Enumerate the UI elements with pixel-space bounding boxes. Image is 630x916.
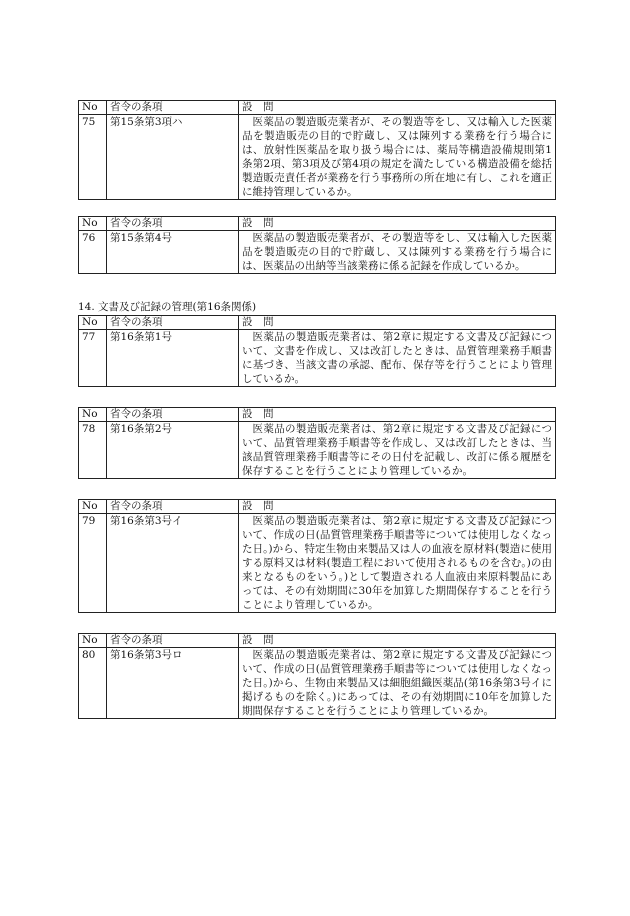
item-table-78 xyxy=(78,407,555,479)
item-question: 医薬品の製造販売業者が、その製造等をし、又は輸入した医薬品を製造販売の目的で貯蔵し、又は陳列する業務を行う場合には、放射性医薬品を取り扱う場合には、薬局等構造設備規則第1条第2項、第3項及び第4項の規定を満たしている構造設備を総括製造販売責任者が業務を行う事務所の所在地に有し、これを適正に維持管理しているか。 xyxy=(239,115,556,200)
table-header-row xyxy=(79,408,556,422)
item-clause: 第15条第3項ハ xyxy=(107,115,239,200)
table-header-row xyxy=(79,217,556,231)
item-table-75 xyxy=(78,100,555,200)
header-question: 設 問 xyxy=(239,500,556,514)
item-question: 医薬品の製造販売業者が、その製造等をし、又は輸入した医薬品を製造販売の目的で貯蔵し、又は陳列する業務を行う場合には、医薬品の出納等当該業務に係る記録を作成しているか。 xyxy=(239,231,556,274)
header-question: 設 問 xyxy=(239,316,556,330)
item-question: 医薬品の製造販売業者は、第2章に規定する文書及び記録について、作成の日(品質管理業務手順書等については使用しなくなった日。)から、特定生物由来製品又は人の血液を原材料(製造に使用する原料又は材料(製造工程において使用されるものを含む。)の由来となるものをいう。)として製造される人血液由来原料製品にあっては、その有効期間に30年を加算した期間保存することを行うことにより管理しているか。 xyxy=(239,514,556,613)
item-no: 77 xyxy=(79,330,107,387)
table-row xyxy=(79,115,556,200)
header-no: No xyxy=(79,634,107,648)
header-no: No xyxy=(79,500,107,514)
item-question: 医薬品の製造販売業者は、第2章に規定する文書及び記録について、品質管理業務手順書等を作成し、又は改訂したときは、当該品質管理業務手順書等にその日付を記載し、改訂に係る履歴を保存することを行うことにより管理しているか。 xyxy=(239,422,556,479)
item-question: 医薬品の製造販売業者は、第2章に規定する文書及び記録について、作成の日(品質管理業務手順書等については使用しなくなった日。)から、生物由来製品又は細胞組織医薬品(第16条第3号イに掲げるものを除く。)にあっては、その有効期間に10年を加算した期間保存することを行うことにより管理しているか。 xyxy=(239,648,556,719)
header-clause: 省令の条項 xyxy=(107,101,239,115)
item-no: 80 xyxy=(79,648,107,719)
item-question: 医薬品の製造販売業者は、第2章に規定する文書及び記録について、文書を作成し、又は改訂したときは、品質管理業務手順書に基づき、当該文書の承認、配布、保存等を行うことにより管理しているか。 xyxy=(239,330,556,387)
item-table-77 xyxy=(78,315,555,387)
item-table-80 xyxy=(78,633,555,719)
header-question: 設 問 xyxy=(239,408,556,422)
table-header-row xyxy=(79,500,556,514)
header-no: No xyxy=(79,101,107,115)
table-header-row xyxy=(79,634,556,648)
item-table-79 xyxy=(78,499,555,613)
header-no: No xyxy=(79,316,107,330)
item-clause: 第16条第3号ロ xyxy=(107,648,239,719)
table-row xyxy=(79,330,556,387)
item-no: 75 xyxy=(79,115,107,200)
header-no: No xyxy=(79,408,107,422)
header-clause: 省令の条項 xyxy=(107,500,239,514)
table-row xyxy=(79,514,556,613)
document-page xyxy=(78,100,555,735)
item-clause: 第15条第4号 xyxy=(107,231,239,274)
item-no: 79 xyxy=(79,514,107,613)
item-clause: 第16条第1号 xyxy=(107,330,239,387)
table-row xyxy=(79,231,556,274)
header-clause: 省令の条項 xyxy=(107,408,239,422)
table-header-row xyxy=(79,101,556,115)
item-table-76 xyxy=(78,216,555,274)
item-no: 76 xyxy=(79,231,107,274)
table-row xyxy=(79,648,556,719)
header-clause: 省令の条項 xyxy=(107,217,239,231)
header-no: No xyxy=(79,217,107,231)
item-clause: 第16条第2号 xyxy=(107,422,239,479)
table-row xyxy=(79,422,556,479)
item-no: 78 xyxy=(79,422,107,479)
header-clause: 省令の条項 xyxy=(107,634,239,648)
header-question: 設 問 xyxy=(239,634,556,648)
item-clause: 第16条第3号イ xyxy=(107,514,239,613)
section-heading: 14. 文書及び記録の管理(第16条関係) xyxy=(78,301,257,313)
table-header-row xyxy=(79,316,556,330)
header-clause: 省令の条項 xyxy=(107,316,239,330)
header-question: 設 問 xyxy=(239,101,556,115)
header-question: 設 問 xyxy=(239,217,556,231)
